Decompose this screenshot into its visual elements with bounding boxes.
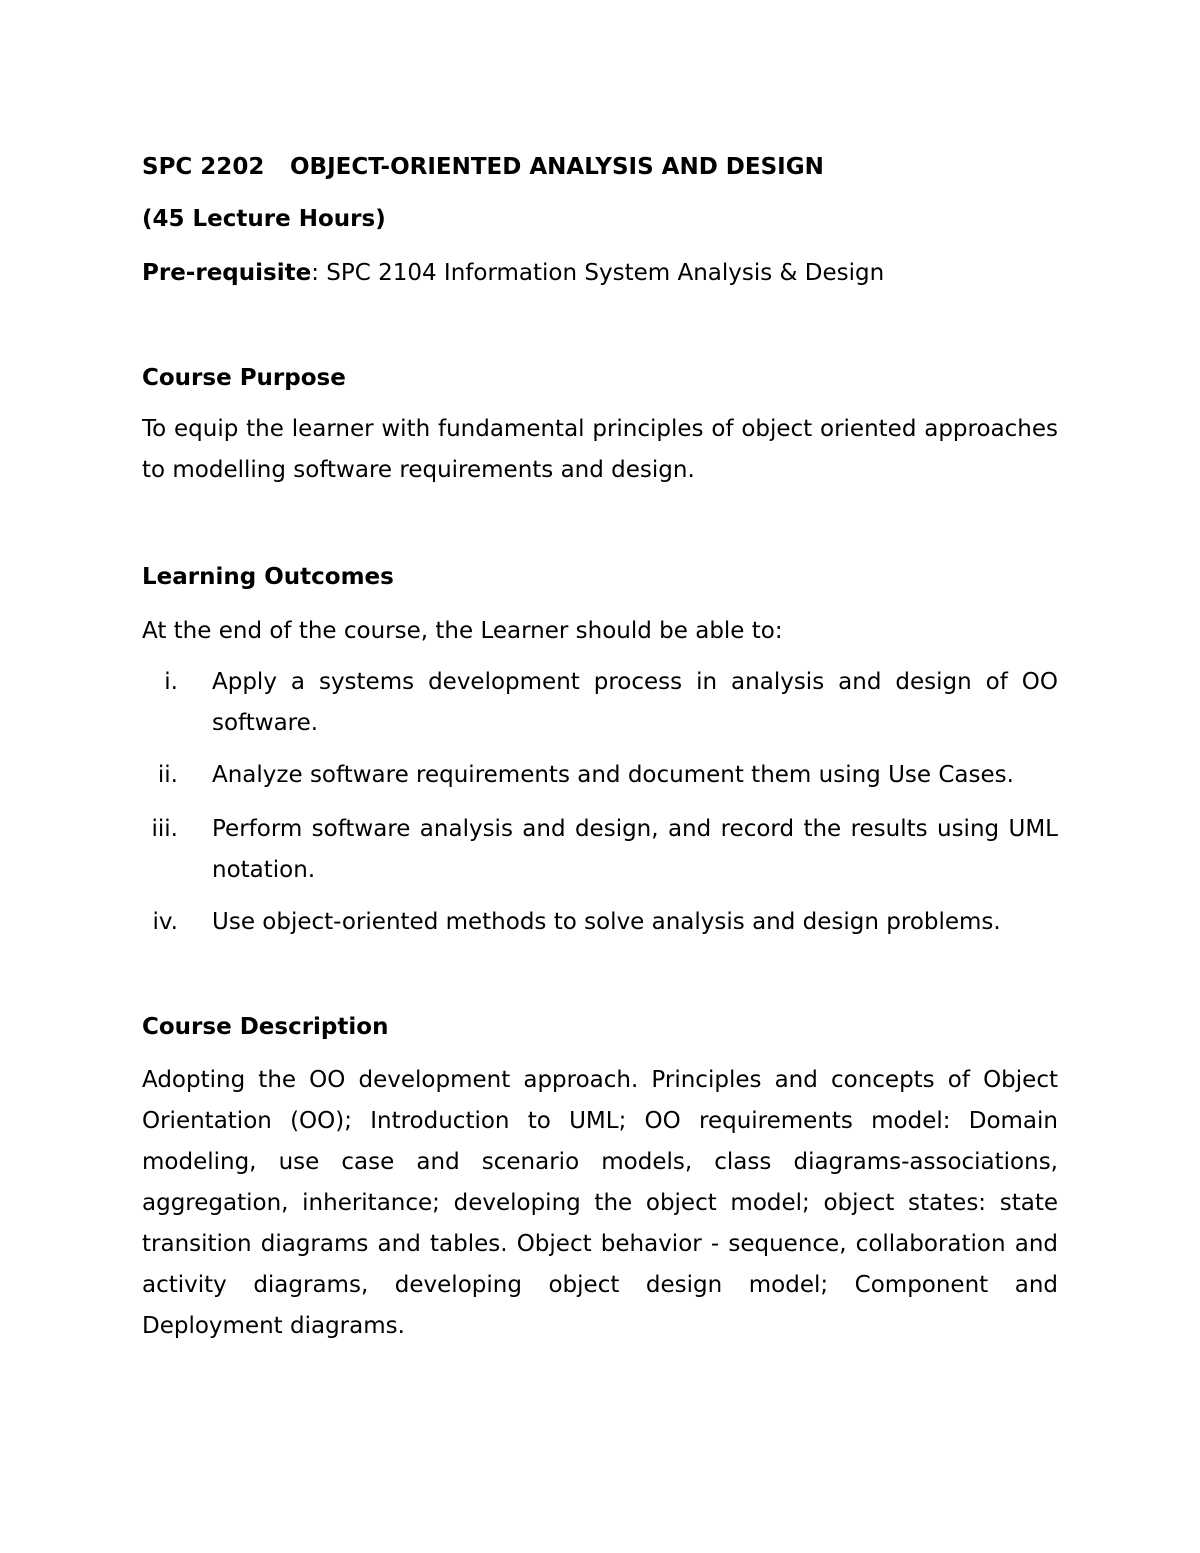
prerequisite-separator: :	[311, 260, 319, 286]
outcome-item	[142, 902, 1058, 992]
prerequisite	[142, 259, 884, 287]
course-heading	[142, 153, 824, 181]
outcome-text: Analyze software requirements and document them using Use Cases.	[212, 762, 1014, 788]
course-description-heading: Course Description	[142, 1014, 389, 1040]
lecture-hours: (45 Lecture Hours)	[142, 206, 386, 232]
course-title: OBJECT-ORIENTED ANALYSIS AND DESIGN	[290, 154, 824, 180]
learning-outcomes-intro: At the end of the course, the Learner should be able to:	[142, 618, 783, 644]
outcome-item	[142, 809, 1058, 899]
course-description-text: Adopting the OO development approach. Principles and concepts of Object Orientation (OO); Introduction to UML; OO requirements model: Domain modeling, use case and scenario models, class diagrams-associations, aggregation, inheritance; developing the object model; object states: state transition diagrams and tables. Object behavior - sequence, collaboration and activity diagrams, developing object design model; Component and Deployment diagrams.	[142, 1067, 1058, 1339]
outcome-text: Perform software analysis and design, and record the results using UML notation.	[212, 816, 1058, 883]
learning-outcomes-heading: Learning Outcomes	[142, 564, 394, 590]
prerequisite-value: SPC 2104 Information System Analysis & Design	[326, 260, 885, 286]
prerequisite-label: Pre-requisite	[142, 260, 312, 286]
outcome-number: iv.	[152, 909, 178, 935]
outcome-number: iii.	[151, 816, 178, 842]
outcome-number: i.	[164, 669, 178, 695]
outcome-item	[142, 662, 1058, 752]
outcome-number: ii.	[157, 762, 178, 788]
course-purpose-text: To equip the learner with fundamental principles of object oriented approaches to modelling software requirements and design.	[142, 416, 1058, 483]
outcome-text: Apply a systems development process in analysis and design of OO software.	[212, 669, 1058, 736]
document-page	[142, 0, 1058, 1553]
course-code: SPC 2202	[142, 154, 265, 180]
outcome-text: Use object-oriented methods to solve analysis and design problems.	[212, 909, 1001, 935]
course-purpose-heading: Course Purpose	[142, 365, 346, 391]
